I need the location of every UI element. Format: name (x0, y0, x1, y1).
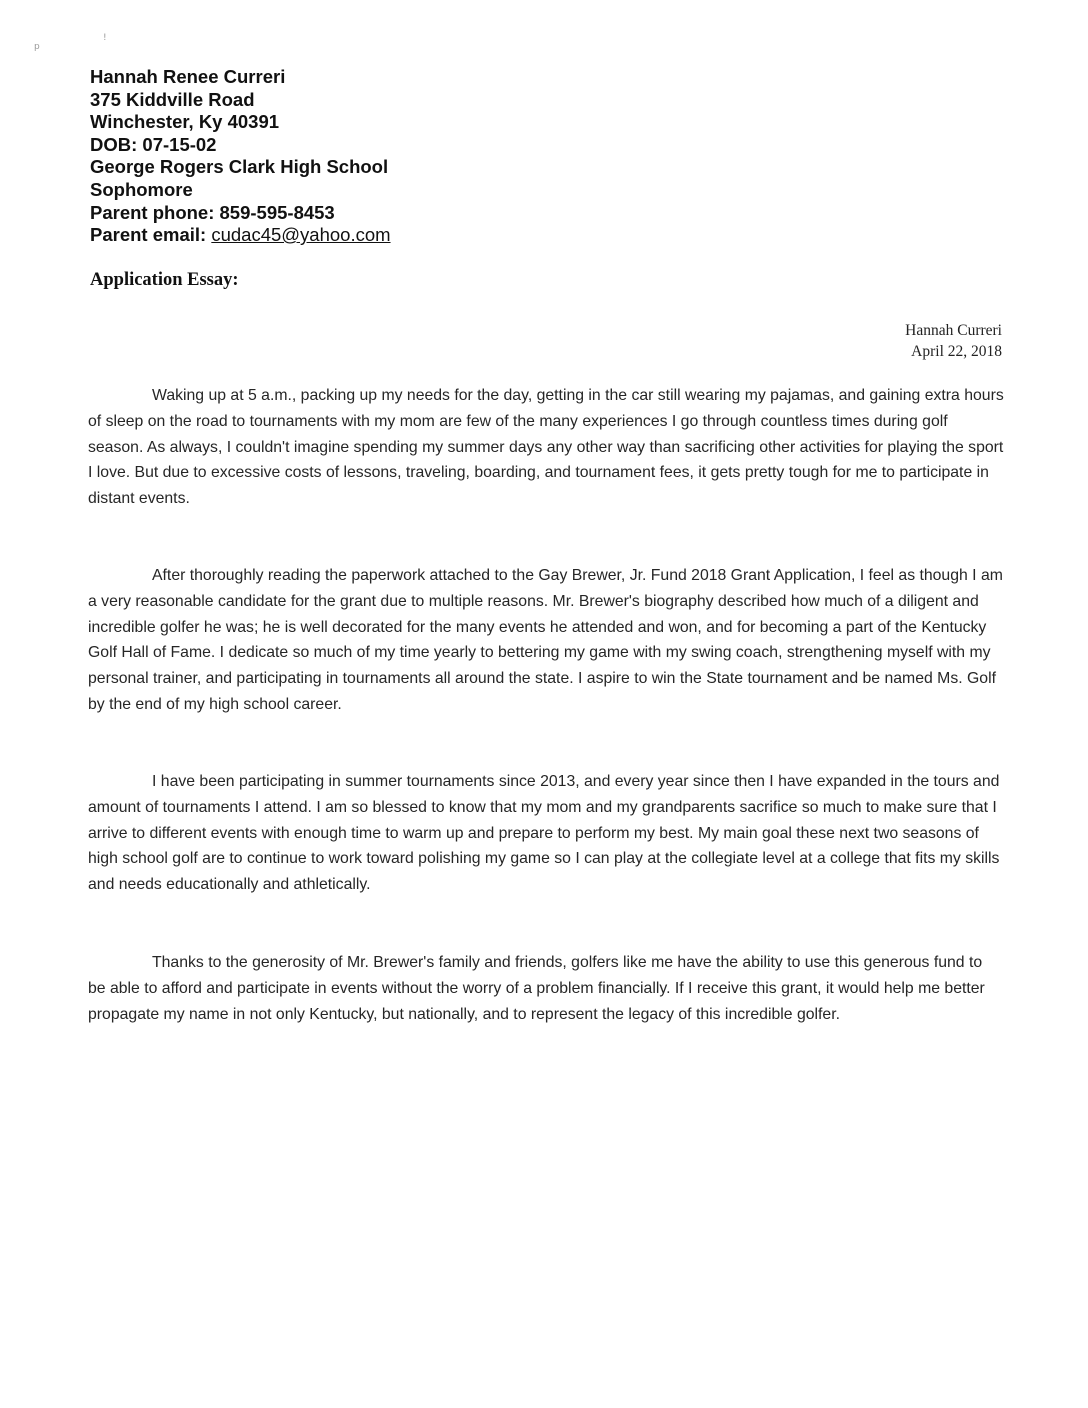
scan-mark: p (34, 42, 40, 52)
essay-paragraph: After thoroughly reading the paperwork attached to the Gay Brewer, Jr. Fund 2018 Grant Application, I feel as though I am a very reasonable candidate for the grant due to multiple reasons. Mr. Brewer's biography described how much of a diligent and incredible golfer he was; he is well decorated for the many events he attended and won, and for becoming a part of the Kentucky Golf Hall of Fame. I dedicate so much of my time yearly to bettering my game with my swing coach, strengthening myself with my personal trainer, and participating in tournaments all around the state. I aspire to win the State tournament and be named Ms. Golf by the end of my high school career. (88, 567, 1003, 713)
parent-email-link[interactable]: cudac45@yahoo.com (211, 224, 391, 246)
essay-paragraph: I have been participating in summer tournaments since 2013, and every year since then I have expanded in the tours and amount of tournaments I attend. I am so blessed to know that my mom and my grandparents sacrifice so much to make sure that I arrive to different events with enough time to warm up and prepare to perform my best. My main goal these next two seasons of high school golf are to continue to work toward polishing my game so I can play at the collegiate level at a college that fits my skills and needs educationally and athletically. (88, 773, 1000, 894)
signature-name: Hannah Curreri (905, 322, 1002, 339)
applicant-name: Hannah Renee Curreri (90, 66, 286, 87)
essay-heading: Application Essay: (90, 270, 239, 290)
street-address: 375 Kiddville Road (90, 88, 255, 110)
parent-phone: Parent phone: 859-595-8453 (90, 201, 335, 223)
parent-email-label: Parent email: (90, 224, 207, 246)
parent-email-line (90, 224, 391, 247)
scan-mark: ! (103, 33, 107, 43)
grade-level: Sophomore (90, 178, 193, 200)
city-state-zip: Winchester, Ky 40391 (90, 111, 280, 133)
date-of-birth: DOB: 07-15-02 (90, 133, 217, 155)
essay-paragraph: Waking up at 5 a.m., packing up my needs for the day, getting in the car still wearing my pajamas, and gaining extra hours of sleep on the road to tournaments with my mom are few of the many experiences I go through countless times during golf season. As always, I couldn't imagine spending my summer days any other way than sacrificing other activities for playing the sport I love. But due to excessive costs of lessons, traveling, boarding, and tournament fees, it gets pretty tough for me to participate in distant events. (88, 387, 1004, 508)
signature-block (905, 320, 1002, 362)
essay-paragraph: Thanks to the generosity of Mr. Brewer's family and friends, golfers like me have the ability to use this generous fund to be able to afford and participate in events without the worry of a problem financially. If I receive this grant, it would help me better propagate my name in not only Kentucky, but nationally, and to represent the legacy of this incredible golfer. (88, 954, 985, 1023)
signature-date: April 22, 2018 (911, 343, 1002, 360)
school-name: George Rogers Clark High School (90, 156, 389, 178)
applicant-info-block (90, 66, 391, 247)
